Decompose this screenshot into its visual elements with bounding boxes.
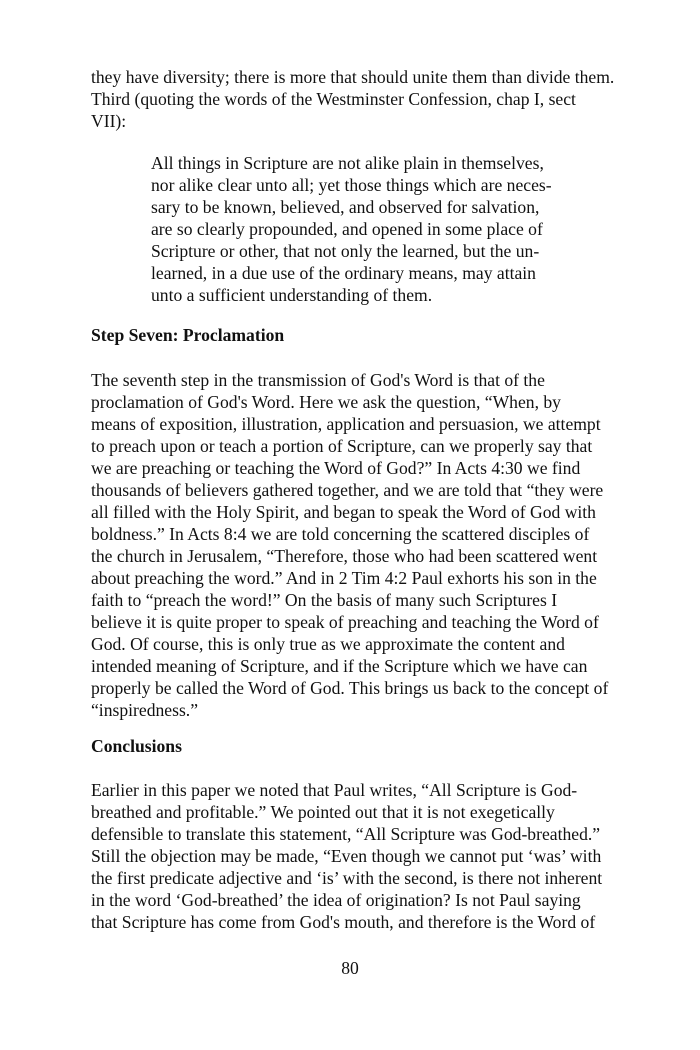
section-heading-conclusions: Conclusions [91, 736, 182, 756]
text-line: boldness.” In Acts 8:4 we are told concerning the scattered disciples of [91, 524, 590, 544]
text-line: Earlier in this paper we noted that Paul writes, “All Scripture is God- [91, 780, 578, 800]
text-line: about preaching the word.” And in 2 Tim 4:2 Paul exhorts his son in the [91, 568, 597, 588]
text-line: in the word ‘God-breathed’ the idea of origination? Is not Paul saying [91, 890, 581, 910]
text-line: we are preaching or teaching the Word of God?” In Acts 4:30 we find [91, 458, 581, 478]
text-line: VII): [91, 111, 127, 131]
text-line: all filled with the Holy Spirit, and began to speak the Word of God with [91, 502, 596, 522]
quote-line: All things in Scripture are not alike plain in themselves, [151, 153, 544, 173]
text-line: they have diversity; there is more that should unite them than divide them. [91, 67, 615, 87]
quote-line: are so clearly propounded, and opened in some place of [151, 219, 543, 239]
text-line: means of exposition, illustration, application and persuasion, we attempt [91, 414, 601, 434]
text-line: intended meaning of Scripture, and if the Scripture which we have can [91, 656, 588, 676]
text-line: properly be called the Word of God. This brings us back to the concept of [91, 678, 609, 698]
text-line: proclamation of God's Word. Here we ask the question, “When, by [91, 392, 561, 412]
text-line: Third (quoting the words of the Westminster Confession, chap I, sect [91, 89, 576, 109]
quote-line: sary to be known, believed, and observed for salvation, [151, 197, 540, 217]
text-line: defensible to translate this statement, “All Scripture was God-breathed.” [91, 824, 601, 844]
text-line: to preach upon or teach a portion of Scripture, can we properly say that [91, 436, 593, 456]
text-line: faith to “preach the word!” On the basis of many such Scriptures I [91, 590, 558, 610]
text-line: the first predicate adjective and ‘is’ with the second, is there not inherent [91, 868, 603, 888]
text-line: The seventh step in the transmission of God's Word is that of the [91, 370, 545, 390]
text-line: Still the objection may be made, “Even though we cannot put ‘was’ with [91, 846, 602, 866]
text-line: believe it is quite proper to speak of preaching and teaching the Word of [91, 612, 599, 632]
quote-line: Scripture or other, that not only the learned, but the un- [151, 241, 540, 261]
text-line: “inspiredness.” [91, 700, 198, 720]
text-line: that Scripture has come from God's mouth, and therefore is the Word of [91, 912, 596, 932]
text-line: the church in Jerusalem, “Therefore, those who had been scattered went [91, 546, 598, 566]
quote-line: nor alike clear unto all; yet those things which are neces- [151, 175, 552, 195]
page-number: 80 [341, 958, 359, 978]
quote-line: unto a sufficient understanding of them. [151, 285, 433, 305]
section-heading-proclamation: Step Seven: Proclamation [91, 325, 285, 345]
text-line: breathed and profitable.” We pointed out that it is not exegetically [91, 802, 555, 822]
text-line: God. Of course, this is only true as we approximate the content and [91, 634, 565, 654]
quote-line: learned, in a due use of the ordinary means, may attain [151, 263, 536, 283]
text-line: thousands of believers gathered together, and we are told that “they were [91, 480, 604, 500]
